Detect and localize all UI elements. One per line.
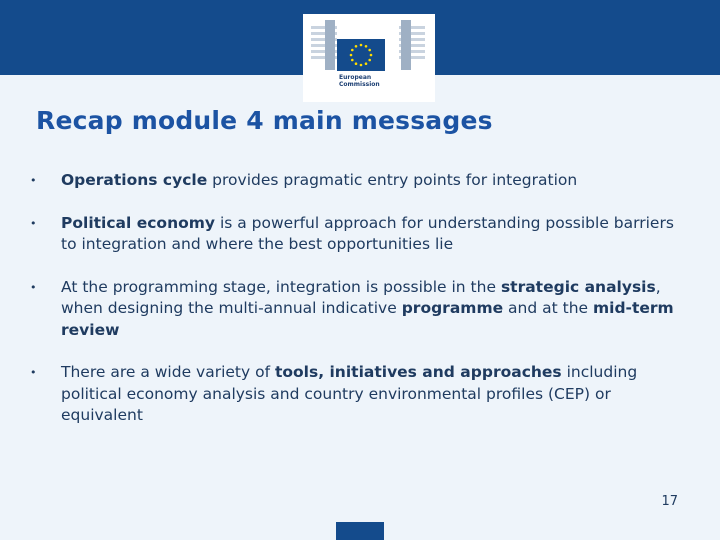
bullet-emphasis: Political economy [61, 213, 216, 232]
bullet-item [30, 170, 690, 192]
bullet-dot-icon: • [30, 216, 37, 230]
bullet-text: At the programming stage, integration is possible in the [61, 277, 501, 296]
bullet-dot-icon: • [30, 280, 37, 294]
bullet-text: , when designing the multi-annual indicative [61, 277, 661, 317]
bullet-emphasis: Operations cycle [61, 171, 208, 189]
footer-strip [336, 522, 384, 540]
bullet-list [30, 170, 690, 448]
bullet-text: There are a wide variety of [61, 363, 275, 381]
bullet-text: is a powerful approach for understanding possible barriers to integration and where the best opportunities lie [61, 213, 674, 253]
logo-wordmark [339, 74, 419, 88]
bullet-emphasis: mid-term review [61, 299, 674, 339]
page-number: 17 [661, 494, 678, 509]
slide-title: Recap module 4 main messages [36, 106, 493, 135]
bullet-emphasis: tools, initiatives and approaches [274, 363, 562, 381]
logo-graphic [303, 14, 435, 102]
bullet-text: and at the [503, 299, 593, 317]
bullet-dot-icon: • [30, 174, 37, 187]
european-commission-logo [303, 14, 435, 102]
bullet-text: including political economy analysis and country environmental profiles (CEP) or equivalent [61, 363, 638, 424]
bullet-item [30, 213, 690, 256]
bullet-item [30, 277, 690, 342]
logo-line-1: European [339, 74, 372, 81]
bullet-item [30, 362, 690, 427]
bullet-dot-icon: • [30, 366, 37, 379]
logo-line-2: Commission [339, 81, 380, 88]
bullet-emphasis: strategic analysis [500, 277, 656, 296]
bullet-emphasis: programme [401, 299, 504, 317]
bullet-text: provides pragmatic entry points for integration [207, 171, 578, 189]
